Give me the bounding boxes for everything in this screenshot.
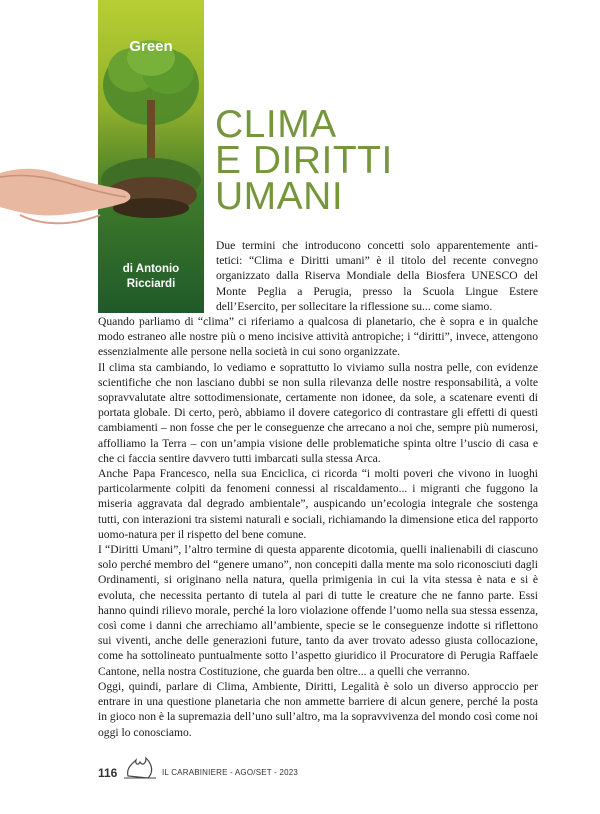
- paragraph: Oggi, quindi, parlare di Clima, Ambiente, Diritti, Legalità è solo un diverso approccio per entrare in una questione planetaria che non ammette barriere di alcun genere, perché la posta in gioco non è la supremazia dell’uno sull’altro, ma la sopravvivenza del mondo così come noi oggi lo conosciamo.: [98, 679, 538, 739]
- paragraph-intro: Due termini che introducono concetti solo apparentemente anti-tetici: “Clima e Diritti umani” è il titolo del recente convegno organizzato dalla Riserva Mondiale della Biosfera UNESCO del Monte Peglia a Perugia, presso la Scuola Lingue Estere dell’Esercito, per sollecitare la riflessione su... come siamo.: [216, 239, 538, 313]
- paragraph: Anche Papa Francesco, nella sua Enciclica, ci ricorda “i molti poveri che vivono in luoghi particolarmente colpiti da fenomeni connessi al riscaldamento... i migranti che fuggono la miseria aggravata dal degrado ambientale”, auspicando un’ecologia integrale che sostenga tutti, con interazioni tra sistemi naturali e sociali, richiamando la dimensione etica del rapporto uomo-natura per il rispetto del bene comune.: [98, 467, 538, 541]
- paragraph: I “Diritti Umani”, l’altro termine di questa apparente dicotomia, quelli inalienabili di ciascuno solo perché membro del “genere umano”, non concepiti dalla mente ma solo riconosciuti dagli Ordinamenti, si originano nella natura, quella primigenia in cui la vita stessa è nata e si è evoluta, che necessita pertanto di tutela al pari di tutte le creature che ne fanno parte. Essi hanno quindi rilievo morale, perché la loro violazione offende l’uomo nella sua stessa essenza, così come i danni che arrechiamo all’ambiente, specie se le conseguenze indotte si riflettono sui viventi, anche delle generazioni future, tanto da aver trovato adesso giusta collocazione, come ha sottolineato puntualmente sotto l’aspetto giuridico il Procuratore di Perugia Raffaele Cantone, nella nostra Costituzione, che guarda ben oltre... a quelli che verranno.: [98, 543, 538, 678]
- article-body: [98, 238, 538, 740]
- hand-illustration: [0, 155, 135, 235]
- page-number: 116: [98, 766, 118, 780]
- byline-prefix: di Antonio: [122, 263, 180, 275]
- section-label: Green: [129, 38, 173, 55]
- byline-author: Ricciardi: [126, 278, 176, 290]
- page-footer: [98, 762, 538, 782]
- paragraph: Quando parliamo di “clima” ci riferiamo a qualcosa di planetario, che è sopra e in qualche modo estraneo alle nostre più o meno incisive attività antropiche; i “diritti”, invece, attengono essenzialmente alle persone nella società in cui sono organizzate.: [98, 315, 538, 359]
- title-line-3: UMANI: [215, 175, 344, 218]
- title-line-2: E DIRITTI: [215, 139, 393, 182]
- flame-logo-icon: [122, 750, 158, 782]
- paragraph: Il clima sta cambiando, lo vediamo e soprattutto lo viviamo sulla nostra pelle, con evidenze scientifiche che non lasciano dubbi se non sulla rilevanza delle nostre responsabilità, a volte sopravvalutate altre sottodimensionate, certamente non idonee, da sole, a scatenare eventi di portata globale. Di certo, però, abbiamo il dovere categorico di contrastare gli effetti di questi cambiamenti – non fosse che per le conseguenze che arrecano a noi che, sempre più numerosi, affolliamo la Terra – con un’ampia visione delle problematiche spinta oltre l’uscio di casa e che ci faccia sentire davvero tutti imbarcati sulla stessa Arca.: [98, 360, 538, 465]
- title-line-1: CLIMA: [215, 103, 337, 146]
- article-title: [215, 103, 393, 218]
- magazine-name: IL CARABINIERE - AGO/SET - 2023: [162, 768, 299, 777]
